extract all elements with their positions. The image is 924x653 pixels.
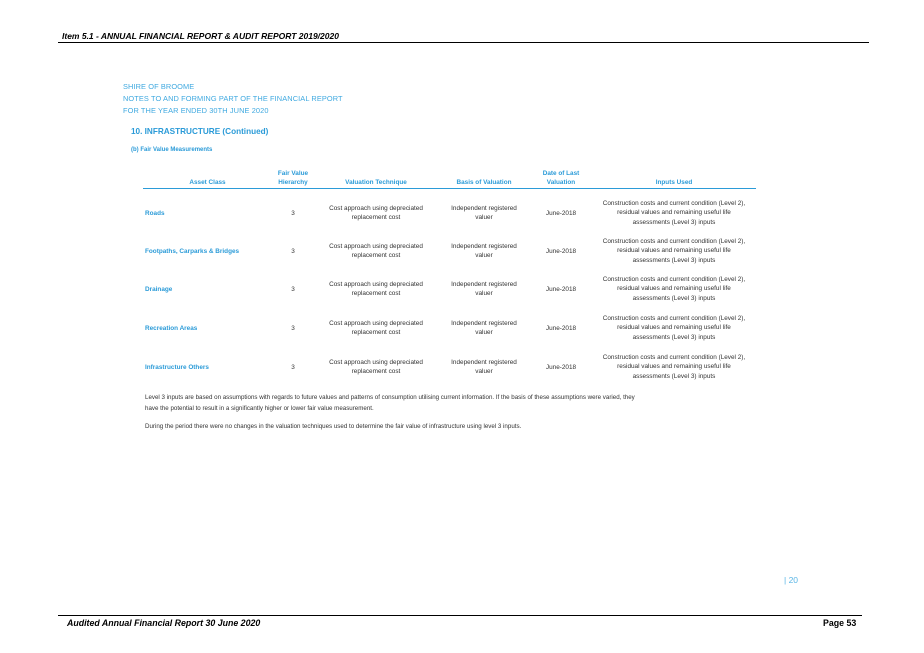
th-basis-of-valuation: Basis of Valuation bbox=[456, 179, 512, 186]
last-valuation-date: June-2018 bbox=[545, 325, 577, 332]
asset-class: Footpaths, Carparks & Bridges bbox=[145, 248, 240, 255]
hierarchy-value: 3 bbox=[291, 248, 295, 255]
valuation-technique: Cost approach using depreciated replacement cost bbox=[329, 243, 423, 260]
section-subtitle: (b) Fair Value Measurements bbox=[131, 147, 213, 153]
header-divider bbox=[58, 42, 869, 43]
last-valuation-date: June-2018 bbox=[545, 364, 577, 371]
last-valuation-date: June-2018 bbox=[545, 248, 577, 255]
basis-of-valuation: Independent registered valuer bbox=[451, 359, 517, 376]
valuation-technique: Cost approach using depreciated replacement cost bbox=[329, 281, 423, 298]
asset-class: Drainage bbox=[145, 286, 173, 293]
footer-page-number: Page 53 bbox=[823, 618, 857, 628]
inputs-used: Construction costs and current condition (Level 2), residual values and remaining useful life assessments (Level 3) inputs bbox=[602, 354, 746, 380]
inputs-used: Construction costs and current condition (Level 2), residual values and remaining useful life assessments (Level 3) inputs bbox=[602, 276, 746, 302]
footer-divider bbox=[58, 615, 862, 616]
inputs-used: Construction costs and current condition (Level 2), residual values and remaining useful life assessments (Level 3) inputs bbox=[602, 238, 746, 264]
table-row bbox=[0, 275, 924, 305]
valuation-technique: Cost approach using depreciated replacement cost bbox=[329, 320, 423, 337]
footer-title: Audited Annual Financial Report 30 June 2020 bbox=[67, 618, 261, 628]
hierarchy-value: 3 bbox=[291, 210, 295, 217]
th-valuation-technique: Valuation Technique bbox=[345, 179, 407, 186]
org-name: SHIRE OF BROOME bbox=[123, 82, 195, 91]
table-row bbox=[0, 199, 924, 229]
asset-class: Roads bbox=[145, 210, 165, 217]
inputs-used: Construction costs and current condition (Level 2), residual values and remaining useful life assessments (Level 3) inputs bbox=[602, 200, 746, 226]
basis-of-valuation: Independent registered valuer bbox=[451, 243, 517, 260]
th-inputs-used: Inputs Used bbox=[655, 179, 693, 186]
hierarchy-value: 3 bbox=[291, 364, 295, 371]
table-row bbox=[0, 237, 924, 267]
report-period: FOR THE YEAR ENDED 30TH JUNE 2020 bbox=[123, 106, 269, 115]
last-valuation-date: June-2018 bbox=[545, 210, 577, 217]
table-row bbox=[0, 353, 924, 383]
inputs-used: Construction costs and current condition (Level 2), residual values and remaining useful life assessments (Level 3) inputs bbox=[602, 315, 746, 341]
basis-of-valuation: Independent registered valuer bbox=[451, 320, 517, 337]
asset-class: Recreation Areas bbox=[145, 325, 198, 332]
th-fair-value-hierarchy: Fair Value Hierarchy bbox=[277, 170, 309, 186]
table-header-divider bbox=[143, 188, 756, 189]
basis-of-valuation: Independent registered valuer bbox=[451, 281, 517, 298]
basis-of-valuation: Independent registered valuer bbox=[451, 205, 517, 222]
last-valuation-date: June-2018 bbox=[545, 286, 577, 293]
section-page-number: | 20 bbox=[784, 575, 799, 585]
th-asset-class: Asset Class bbox=[189, 179, 226, 186]
report-subtitle: NOTES TO AND FORMING PART OF THE FINANCIAL REPORT bbox=[123, 94, 343, 103]
valuation-change-note: During the period there were no changes in the valuation techniques used to determine the fair value of infrastructure using level 3 inputs. bbox=[145, 423, 522, 430]
section-title: 10. INFRASTRUCTURE (Continued) bbox=[131, 127, 269, 136]
level3-note: Level 3 inputs are based on assumptions with regards to future values and patterns of consumption utilising current information. If the basis of these assumptions were varied, they have the potential to result in a significantly higher or lower fair value measurement. bbox=[145, 394, 635, 412]
th-date-of-last-valuation: Date of Last Valuation bbox=[542, 170, 580, 186]
hierarchy-value: 3 bbox=[291, 286, 295, 293]
asset-class: Infrastructure Others bbox=[145, 364, 209, 371]
table-row bbox=[0, 314, 924, 344]
hierarchy-value: 3 bbox=[291, 325, 295, 332]
document-header-title: Item 5.1 - ANNUAL FINANCIAL REPORT & AUDIT REPORT 2019/2020 bbox=[62, 31, 339, 41]
valuation-technique: Cost approach using depreciated replacement cost bbox=[329, 205, 423, 222]
valuation-technique: Cost approach using depreciated replacement cost bbox=[329, 359, 423, 376]
